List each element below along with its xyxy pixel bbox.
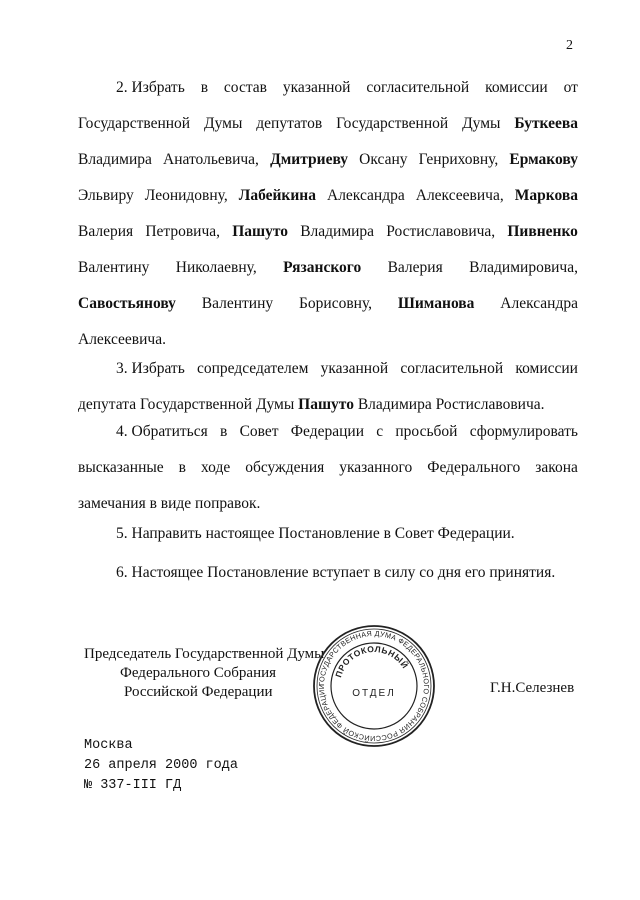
document-date: 26 апреля 2000 года [84, 758, 238, 773]
word: Александра [327, 187, 405, 204]
paragraph-3 [78, 351, 578, 423]
word: в [200, 79, 209, 96]
document-city: Москва [84, 738, 133, 753]
word: обсуждения [245, 459, 325, 476]
word: согласительной [400, 360, 504, 377]
word: с [376, 423, 384, 440]
text-line [78, 555, 578, 591]
paragraph-4 [78, 414, 578, 522]
word: комиссии [515, 360, 578, 377]
word: Валентину [78, 259, 150, 276]
deputy-surname: Савостьянову [78, 295, 176, 312]
document-details [84, 736, 238, 796]
text-line [78, 414, 578, 450]
text-line [78, 142, 578, 178]
word: Борисовну, [299, 295, 373, 312]
word: Александра [500, 295, 578, 312]
word: Государственной [336, 115, 449, 132]
text-span: Владимира Ростиславовича. [353, 396, 545, 413]
deputy-surname: Маркова [514, 187, 578, 204]
word: Анатольевича, [163, 151, 259, 168]
word: в [219, 423, 228, 440]
word: Генриховну, [418, 151, 499, 168]
deputy-surname: Пашуто [298, 396, 354, 413]
word: сформулировать [469, 423, 578, 440]
word: Валентину [201, 295, 274, 312]
signer-name: Г.Н.Селезнев [490, 680, 575, 696]
word: сопредседателем [196, 360, 309, 377]
signatory-title-line: Федерального Собрания [120, 665, 277, 681]
word: Федерального [427, 459, 521, 476]
stamp-outer-text: ГОСУДАРСТВЕННАЯ ДУМА ФЕДЕРАЛЬНОГО СОБРАНИЯ РОССИЙСКОЙ ФЕДЕРАЦИИ [316, 628, 432, 744]
word: состав [223, 79, 267, 96]
word: Думы [204, 115, 243, 132]
text-line [78, 70, 578, 106]
svg-text:ГОСУДАРСТВЕННАЯ ДУМА ФЕДЕРАЛЬН [317, 629, 431, 743]
word: высказанные [78, 459, 164, 476]
text-line [78, 214, 578, 250]
text-line [78, 178, 578, 214]
signatory-title-line: Российской Федерации [124, 684, 273, 700]
text-span: 6. Настоящее Постановление вступает в силу со дня его принятия. [116, 564, 556, 581]
text-span: 5. Направить настоящее Постановление в Совет Федерации. [116, 525, 515, 542]
signatory-title [84, 645, 324, 702]
word: Владимировича, [469, 259, 578, 276]
word: 2. Избрать [116, 79, 185, 96]
text-line [78, 516, 578, 552]
word: согласительной [366, 79, 470, 96]
deputy-surname: Пивненко [507, 223, 578, 240]
word: Оксану [359, 151, 408, 168]
word: Валерия [387, 259, 443, 276]
word: указанной [320, 360, 389, 377]
word: Алексеевича. [78, 331, 166, 348]
word: Алексеевича, [415, 187, 504, 204]
text-span: замечания в виде поправок. [78, 495, 261, 512]
word: 4. Обратиться [116, 423, 208, 440]
deputy-surname: Шиманова [397, 295, 475, 312]
text-line [78, 450, 578, 486]
word: Леонидовну, [144, 187, 228, 204]
word: Совет [239, 423, 279, 440]
page-number: 2 [566, 38, 573, 53]
word: Государственной [78, 115, 191, 132]
word: Петровича, [145, 223, 221, 240]
official-seal-stamp [312, 624, 436, 748]
word: депутатов [256, 115, 323, 132]
deputy-surname: Рязанского [283, 259, 362, 276]
word: просьбой [395, 423, 458, 440]
text-span: депутата Государственной Думы [78, 396, 299, 413]
document-number: № 337-III ГД [84, 778, 182, 793]
deputy-surname: Ермакову [509, 151, 578, 168]
paragraph-6 [78, 555, 578, 591]
word: комиссии [485, 79, 548, 96]
stamp-center-text: ОТДЕЛ [352, 688, 396, 699]
word: закона [535, 459, 578, 476]
word: ходе [200, 459, 231, 476]
word: Эльвиру [78, 187, 134, 204]
word: Валерия [78, 223, 134, 240]
word: от [563, 79, 578, 96]
word: указанной [282, 79, 351, 96]
signatory-title-line: Председатель Государственной Думы [84, 646, 325, 662]
word: Владимира [78, 151, 152, 168]
word: Николаевну, [175, 259, 257, 276]
word: Федерации [290, 423, 364, 440]
stamp-inner-text: ПРОТОКОЛЬНЫЙ [333, 643, 411, 679]
text-line [78, 250, 578, 286]
word: 3. Избрать [116, 360, 185, 377]
text-line [78, 106, 578, 142]
text-line [78, 286, 578, 322]
word: в [178, 459, 186, 476]
svg-text:ПРОТОКОЛЬНЫЙ [333, 644, 411, 679]
deputy-surname: Буткеева [514, 115, 578, 132]
deputy-surname: Лабейкина [238, 187, 316, 204]
deputy-surname: Дмитриеву [270, 151, 349, 168]
word: Владимира [300, 223, 375, 240]
word: Думы [462, 115, 501, 132]
paragraph-5 [78, 516, 578, 552]
word: Ростиславовича, [386, 223, 496, 240]
paragraph-2 [78, 70, 578, 358]
text-line [78, 351, 578, 387]
word: указанного [339, 459, 413, 476]
deputy-surname: Пашуто [232, 223, 289, 240]
